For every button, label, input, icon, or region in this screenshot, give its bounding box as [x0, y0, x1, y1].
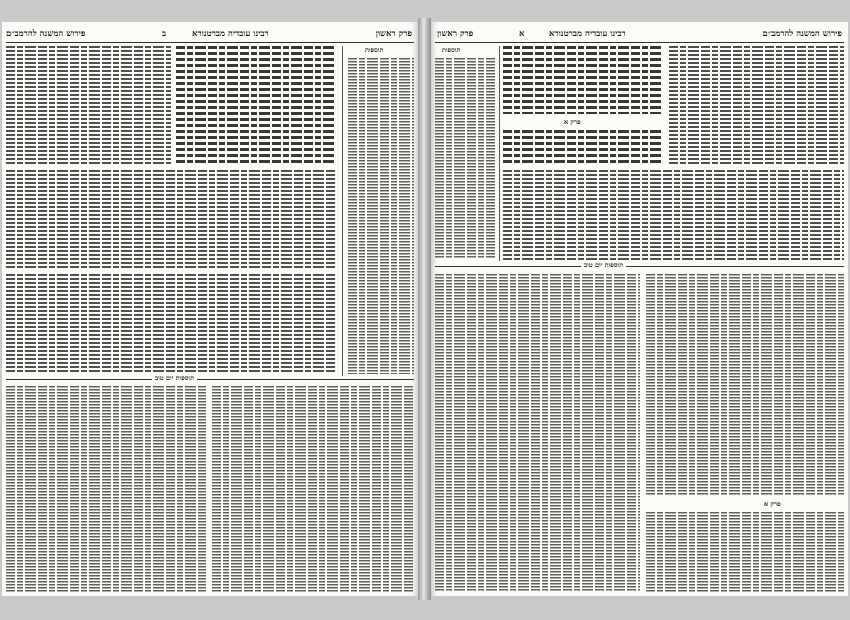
left-bottom-column-1: [6, 386, 206, 592]
right-chapter-label: פרק א: [561, 118, 584, 126]
right-page: [431, 22, 848, 596]
left-commentary-block-2: [6, 274, 336, 374]
right-top-column-1: [503, 46, 663, 114]
right-bottom-column-3: [646, 512, 844, 592]
right-commentary-block: [503, 170, 844, 260]
right-margin-heading: תוספות: [439, 46, 464, 54]
left-header-left: פירוש המשנה להרמב״ם: [6, 29, 86, 39]
left-header-right: פרק ראשון: [375, 29, 412, 39]
left-page: [2, 22, 418, 596]
right-section-label: תוספות יום טוב: [581, 261, 626, 269]
right-lower-label: פרק א: [761, 500, 784, 508]
left-commentary-block: [6, 170, 336, 270]
left-section-rule: [6, 379, 414, 380]
right-header-center: רבינו עובדיה מברטנורא: [549, 29, 626, 39]
left-header-page-number: ב: [162, 29, 167, 39]
left-header-center: רבינו עובדיה מברטנורא: [192, 29, 269, 39]
right-top-column-1b: [503, 130, 663, 166]
right-header-left: פרק ראשון: [437, 29, 474, 39]
left-margin-divider: [342, 46, 343, 376]
right-margin-divider: [499, 46, 500, 261]
right-header-page-number: א: [519, 29, 525, 39]
left-margin-heading: תוספות: [362, 46, 387, 54]
left-margin-notes: [348, 58, 414, 374]
book-gutter: [418, 18, 431, 600]
right-top-column-2: [669, 46, 844, 166]
right-section-rule: [435, 266, 844, 267]
left-section-label: תוספות יום טוב: [152, 374, 197, 382]
left-top-column-1: [6, 46, 171, 166]
right-bottom-column-1: [435, 274, 640, 592]
left-top-column-2: [176, 46, 336, 166]
right-margin-notes: [435, 58, 495, 258]
right-header-right: פירוש המשנה להרמב״ם: [762, 29, 842, 39]
left-bottom-column-2: [212, 386, 414, 592]
right-header-rule: [435, 42, 844, 43]
right-bottom-column-2: [646, 274, 844, 496]
left-header-rule: [6, 42, 414, 43]
